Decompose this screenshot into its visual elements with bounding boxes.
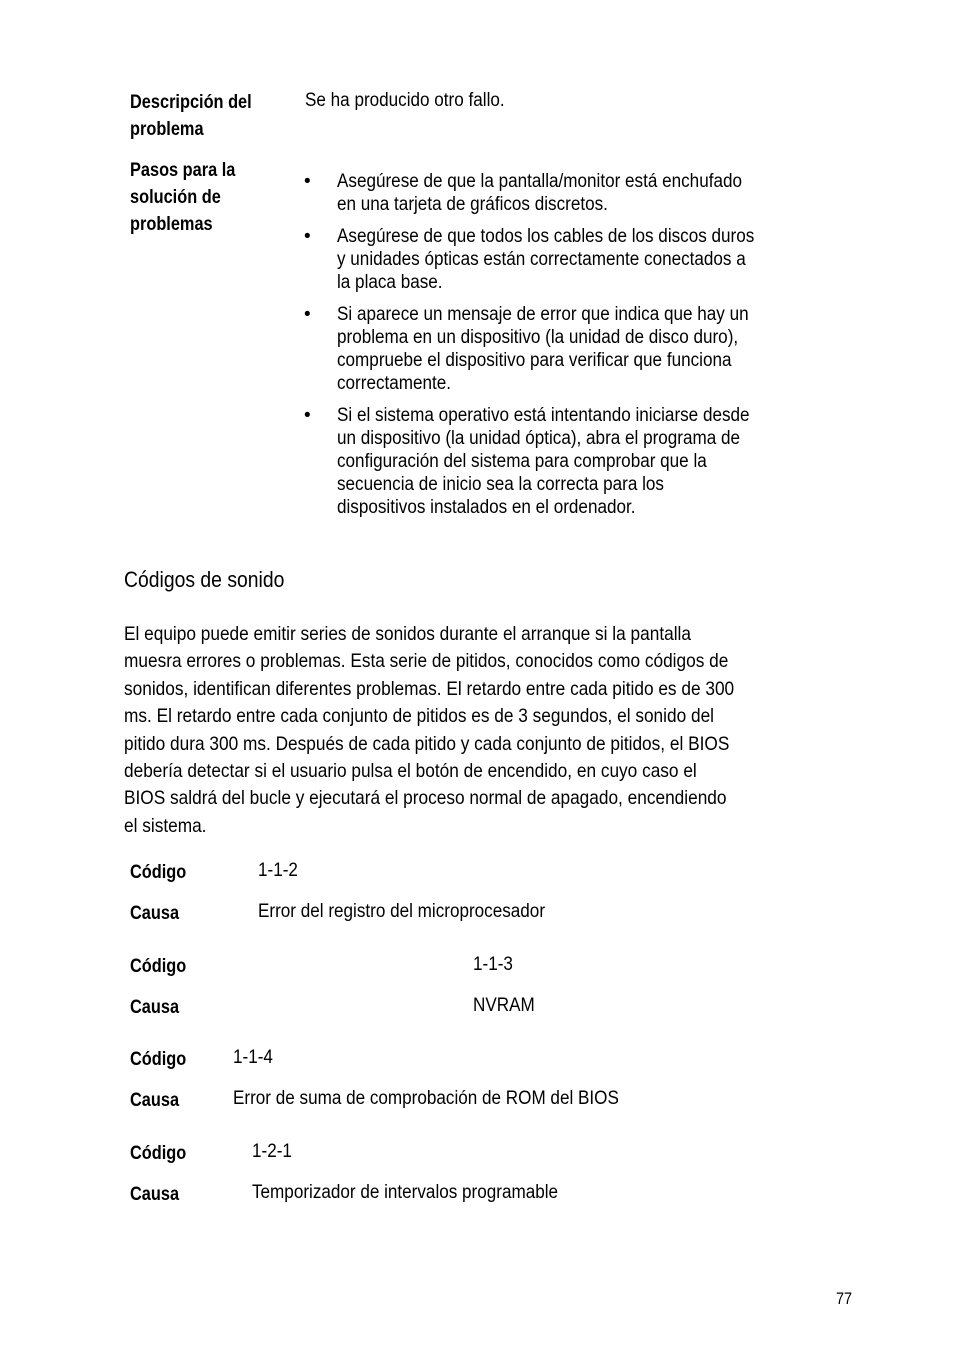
- bullet-icon: •: [304, 304, 311, 325]
- list-item: [304, 303, 897, 395]
- step-text: Asegúrese de que la pantalla/monitor está enchufado en una tarjeta de gráficos discretos.: [337, 171, 742, 215]
- cause-value: Temporizador de intervalos programable: [252, 1182, 559, 1203]
- step-text: Si aparece un mensaje de error que indica que hay un problema en un dispositivo (la unidad de disco duro), compruebe el dispositivo para verificar que funciona correctamente.: [337, 304, 749, 394]
- list-item: [304, 225, 897, 294]
- description-label: Descripción del problema: [130, 92, 252, 140]
- page-number: 77: [836, 1289, 853, 1308]
- cause-label: Causa: [130, 1090, 180, 1111]
- step-text: Asegúrese de que todos los cables de los discos duros y unidades ópticas están correctamente conectados a la placa base.: [337, 226, 755, 293]
- cause-value: NVRAM: [473, 995, 535, 1016]
- code-label: Código: [130, 1049, 187, 1070]
- code-value: 1-1-4: [233, 1047, 273, 1068]
- section-heading: Códigos de sonido: [124, 567, 285, 592]
- cause-label: Causa: [130, 1184, 180, 1205]
- code-value: 1-1-3: [473, 954, 513, 975]
- code-value: 1-1-2: [258, 860, 298, 881]
- steps-label: Pasos para la solución de problemas: [130, 160, 236, 235]
- cause-label: Causa: [130, 903, 180, 924]
- code-label: Código: [130, 956, 187, 977]
- section-paragraph: El equipo puede emitir series de sonidos durante el arranque si la pantalla muesra errores o problemas. Esta serie de pitidos, conocidos como códigos de sonidos, identifican diferentes problemas. El retardo entre cada pitido es de 300 ms. El retardo entre cada conjunto de pitidos es de 3 segundos, el sonido del pitido dura 300 ms. Después de cada pitido y cada conjunto de pitidos, el BIOS debería detectar si el usuario pulsa el botón de encendido, en cuyo caso el BIOS saldrá del bucle y ejecutará el proceso normal de apagado, encendiendo el sistema.: [124, 623, 735, 837]
- bullet-icon: •: [304, 405, 311, 426]
- code-label: Código: [130, 1143, 187, 1164]
- steps-list: [304, 170, 897, 528]
- list-item: [304, 170, 897, 216]
- cause-value: Error del registro del microprocesador: [258, 901, 546, 922]
- bullet-icon: •: [304, 171, 311, 192]
- cause-label: Causa: [130, 997, 180, 1018]
- bullet-icon: •: [304, 226, 311, 247]
- code-value: 1-2-1: [252, 1141, 292, 1162]
- cause-value: Error de suma de comprobación de ROM del BIOS: [233, 1088, 619, 1109]
- step-text: Si el sistema operativo está intentando iniciarse desde un dispositivo (la unidad óptica), abra el programa de configuración del sistema para comprobar que la secuencia de inicio sea la correcta para los dispositivos instalados en el ordenador.: [337, 405, 750, 518]
- list-item: [304, 404, 897, 519]
- description-value: Se ha producido otro fallo.: [305, 90, 505, 111]
- code-label: Código: [130, 862, 187, 883]
